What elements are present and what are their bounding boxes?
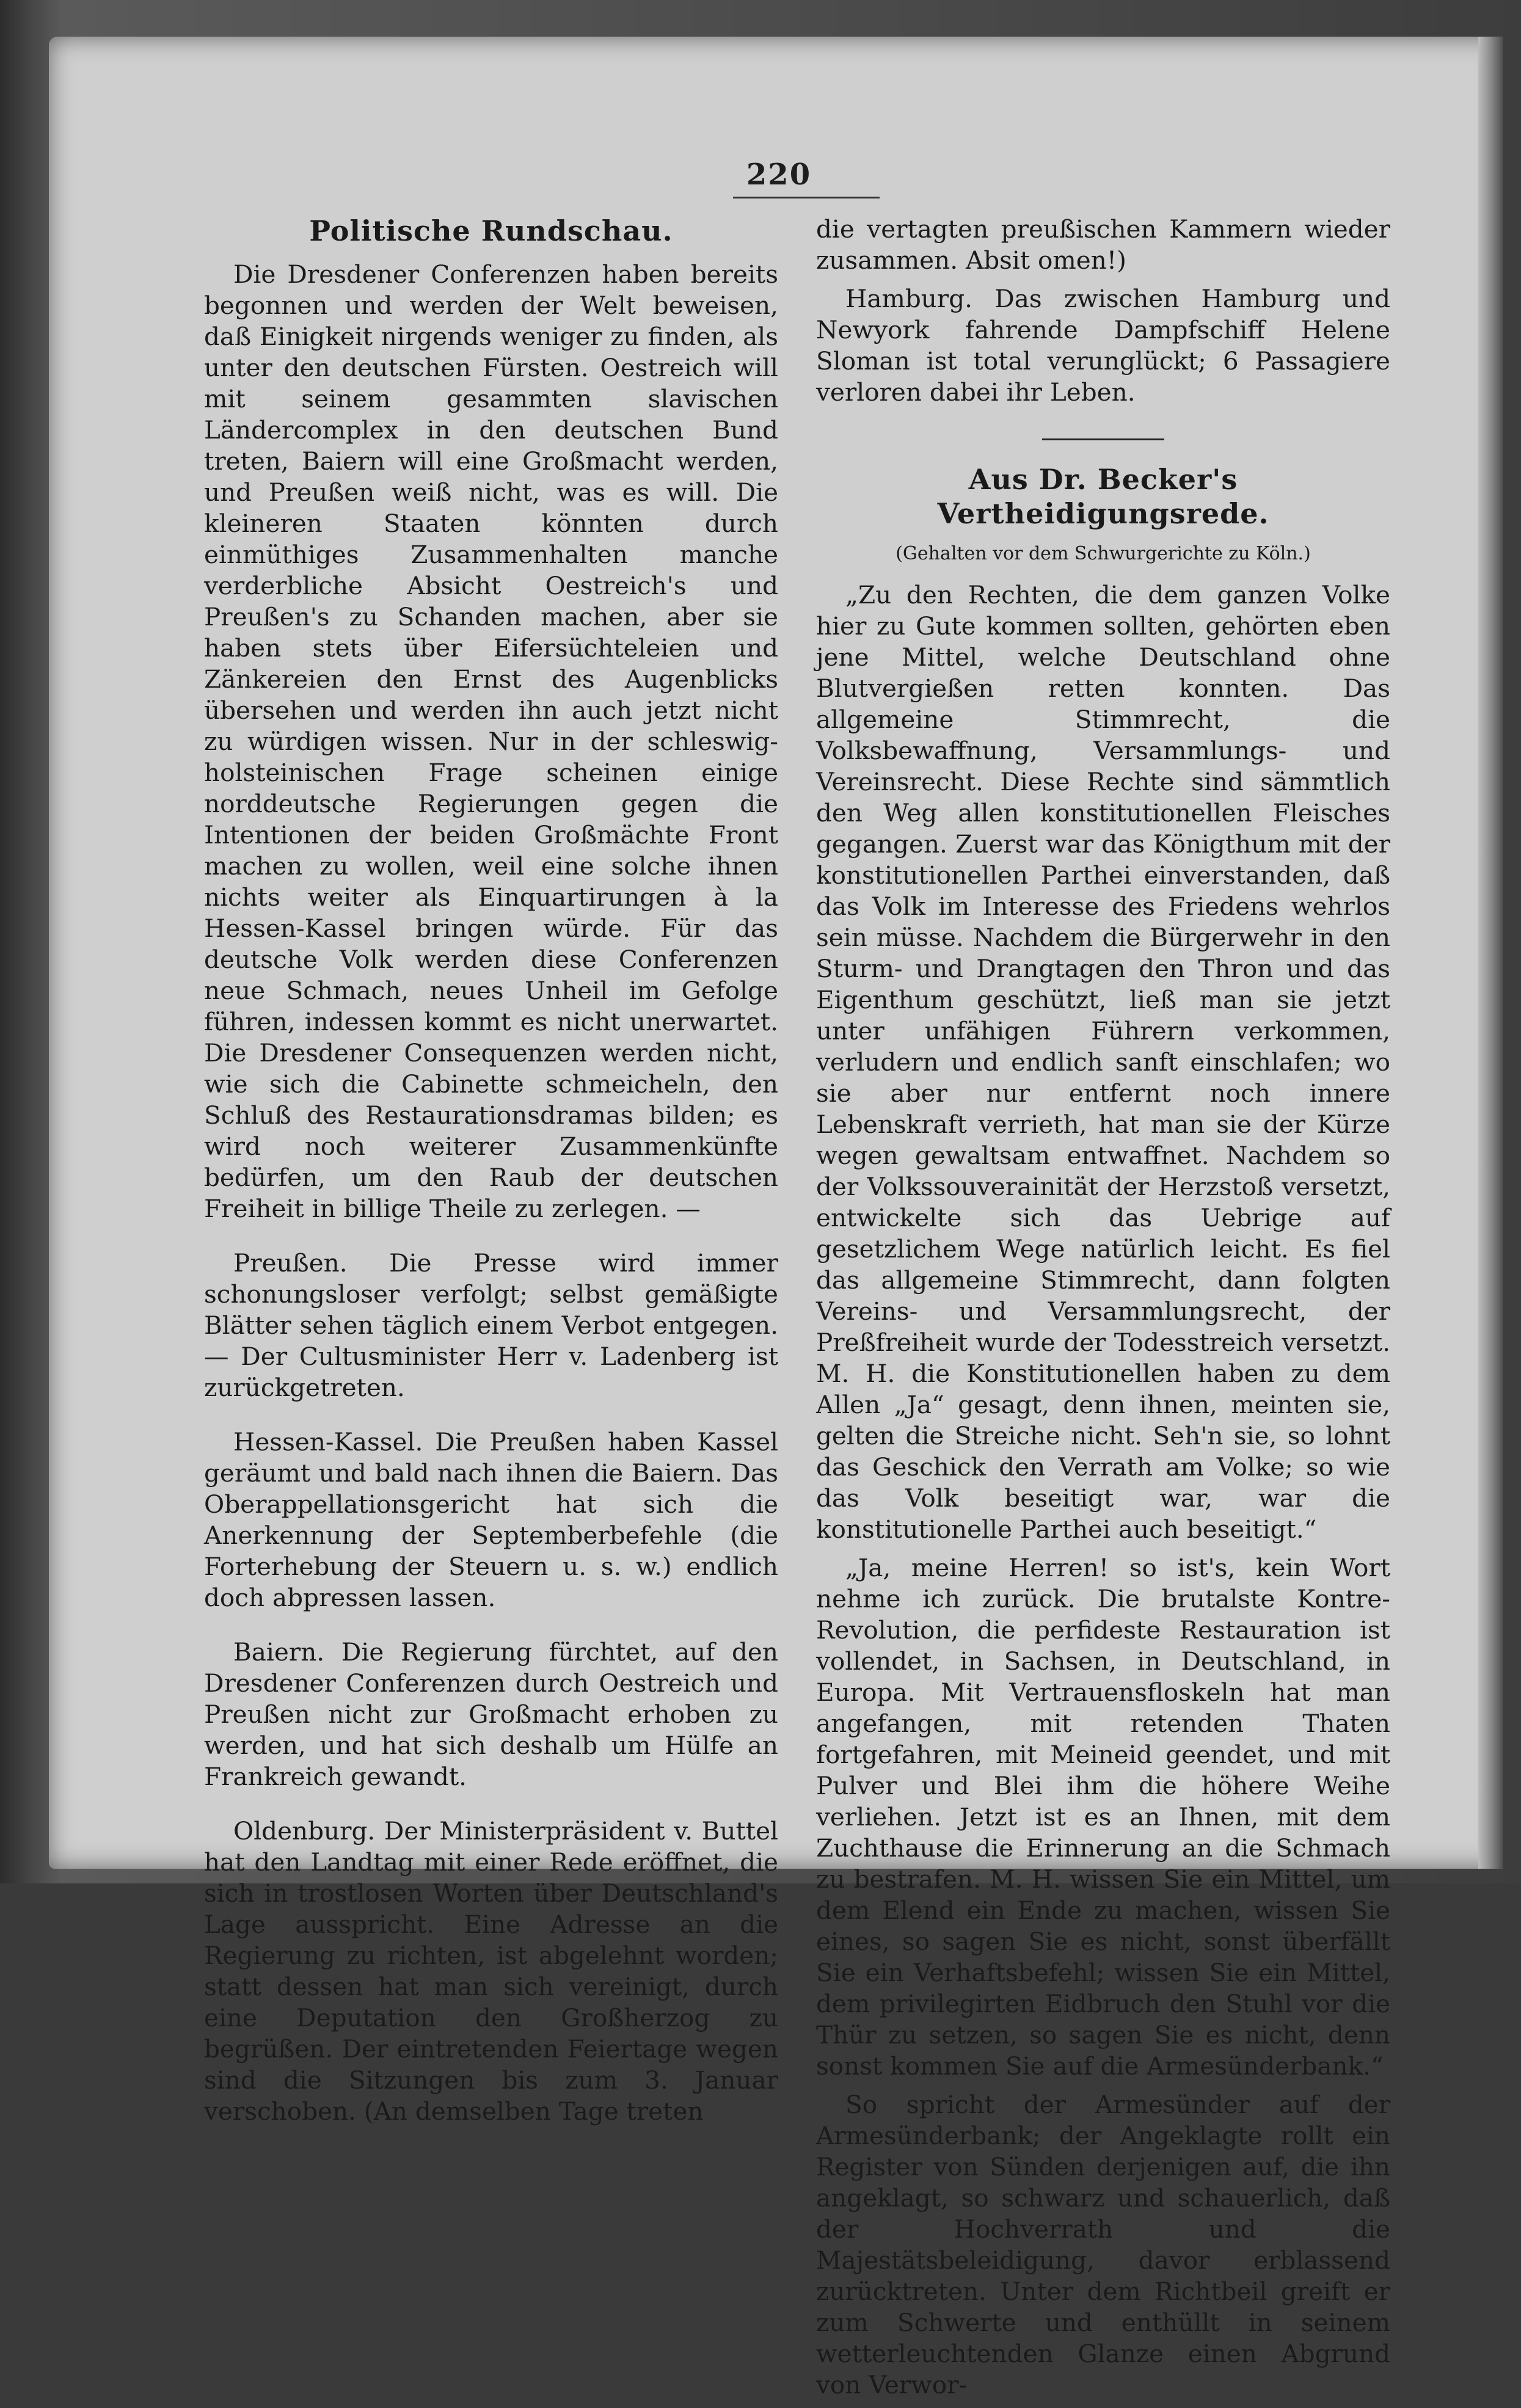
right-column	[816, 214, 1390, 2408]
section-subheading: (Gehalten vor dem Schwurgerichte zu Köln.)	[895, 543, 1311, 564]
paragraph-oldenburg: Oldenburg. Der Ministerpräsident v. Buttel hat den Landtag mit einer Rede eröffnet, die sich in trostlosen Worten über Deutschland's Lage ausspricht. Eine Adresse an die Regierung zu richten, ist abgelehnt worden; statt dessen hat man sich vereinigt, durch eine Deputation den Großherzog zu begrüßen. Der eintretenden Feiertage wegen sind die Sitzungen bis zum 3. Januar verschoben. (An demselben Tage treten	[204, 1816, 778, 2126]
section-heading-becker: Aus Dr. Becker's Vertheidigungsrede.	[937, 463, 1269, 530]
paragraph-quote-herren: „Ja, meine Herren! so ist's, kein Wort nehme ich zurück. Die brutalste Kontre-Revolution, die perfideste Restauration ist vollendet, in Sachsen, in Deutschland, in Europa. Mit Vertrauensfloskeln hat man angefangen, mit retenden Thaten fortgefahren, mit Meineid geendet, und mit Pulver und Blei ihm die höhere Weihe verliehen. Jetzt ist es an Ihnen, mit dem Zuchthause die Erinnerung an die Schmach zu bestrafen. M. H. wissen Sie ein Mittel, um dem Elend ein Ende zu machen, wissen Sie eines, so sagen Sie es nicht, sonst überfällt Sie ein Verhaftsbefehl; wissen Sie ein Mittel, dem privilegirten Eidbruch den Stuhl vor die Thür zu setzen, so sagen Sie es nicht, denn sonst kommen Sie auf die Armesünderbank.“	[816, 1553, 1390, 2081]
section-heading-politische-rundschau: Politische Rundschau.	[309, 214, 673, 247]
section-divider	[1042, 438, 1164, 440]
paragraph-baiern: Baiern. Die Regierung fürchtet, auf den Dresdener Conferenzen durch Oestreich und Preußen nicht zur Großmacht erhoben zu werden, und hat sich deshalb um Hülfe an Frankreich gewandt.	[204, 1637, 778, 1791]
paragraph-hessen-kassel: Hessen-Kassel. Die Preußen haben Kassel geräumt und bald nach ihnen die Baiern. Das Oberappellationsgericht hat sich die Anerkennung der Septemberbefehle (die Forterhebung der Steuern u. s. w.) endlich doch abpressen lassen.	[204, 1427, 778, 1612]
paragraph-preussen: Preußen. Die Presse wird immer schonungsloser verfolgt; selbst gemäßigte Blätter sehen täglich einem Verbot entgegen. — Der Cultusminister Herr v. Ladenberg ist zurückgetreten.	[204, 1248, 778, 1402]
paragraph-armesuender: So spricht der Armesünder auf der Armesünderbank; der Angeklagte rollt ein Register von Sünden derjenigen auf, die ihn angeklagt, so schwarz und schauerlich, daß der Hochverrath und die Majestätsbeleidigung, davor erblassend zurücktreten. Unter dem Richtbeil greift er zum Schwerte und enthüllt in seinem wetterleuchtenden Glanze einen Abgrund von Verwor-	[816, 2090, 1390, 2399]
paragraph-continuation: die vertagten preußischen Kammern wieder zusammen. Absit omen!)	[816, 214, 1390, 275]
left-column	[204, 214, 778, 2134]
page-number: 220	[746, 158, 812, 192]
paragraph-quote-rechte: „Zu den Rechten, die dem ganzen Volke hier zu Gute kommen sollten, gehörten eben jene Mittel, welche Deutschland ohne Blutvergießen retten konnten. Das allgemeine Stimmrecht, die Volksbewaffnung, Versammlungs- und Vereinsrecht. Diese Rechte sind sämmtlich den Weg allen konstitutionellen Fleisches gegangen. Zuerst war das Königthum mit der konstitutionellen Parthei einverstanden, daß das Volk im Interesse des Friedens wehrlos sein müsse. Nachdem die Bürgerwehr in den Sturm- und Drangtagen den Thron und das Eigenthum geschützt, ließ man sie jetzt unter unfähigen Führern verkommen, verludern und endlich sanft einschlafen; wo sie aber nur entfernt noch innere Lebenskraft verrieth, hat man sie der Kürze wegen gewaltsam entwaffnet. Nachdem so der Volkssouverainität der Herzstoß versetzt, entwickelte sich das Uebrige auf gesetzlichem Wege natürlich leicht. Es fiel das allgemeine Stimmrecht, dann folgten Vereins- und Versammlungsrecht, der Preßfreiheit wurde der Todesstreich versetzt. M. H. die Konstitutionellen haben zu dem Allen „Ja“ gesagt, denn ihnen, meinten sie, gelten die Streiche nicht. Seh'n sie, so lohnt das Geschick den Verrath am Volke; so wie das Volk beseitigt war, war die konstitutionelle Parthei auch beseitigt.“	[816, 580, 1390, 1544]
paragraph-dresdener-conferenzen: Die Dresdener Conferenzen haben bereits begonnen und werden der Welt beweisen, daß Einigkeit nirgends weniger zu finden, als unter den deutschen Fürsten. Oestreich will mit seinem gesammten slavischen Ländercomplex in den deutschen Bund treten, Baiern will eine Großmacht werden, und Preußen weiß nicht, was es will. Die kleineren Staaten könnten durch einmüthiges Zusammenhalten manche verderbliche Absicht Oestreich's und Preußen's zu Schanden machen, aber sie haben stets über Eifersüchteleien und Zänkereien den Ernst des Augenblicks übersehen und werden ihn auch jetzt nicht zu würdigen wissen. Nur in der schleswig-holsteinischen Frage scheinen einige norddeutsche Regierungen gegen die Intentionen der beiden Großmächte Front machen zu wollen, weil eine solche ihnen nichts weiter als Einquartirungen à la Hessen-Kassel bringen würde. Für das deutsche Volk werden diese Conferenzen neue Schmach, neues Unheil im Gefolge führen, indessen kommt es nicht unerwartet. Die Dresdener Consequenzen werden nicht, wie sich die Cabinette schmeicheln, den Schluß des Restaurationsdramas bilden; es wird noch weiterer Zusammenkünfte bedürfen, um den Raub der deutschen Freiheit in billige Theile zu zerlegen. —	[204, 260, 778, 1223]
page-number-rule	[733, 197, 880, 198]
paragraph-hamburg: Hamburg. Das zwischen Hamburg und Newyork fahrende Dampfschiff Helene Sloman ist total verunglückt; 6 Passagiere verloren dabei ihr Leben.	[816, 284, 1390, 407]
page-spine-shadow	[1478, 37, 1503, 1869]
